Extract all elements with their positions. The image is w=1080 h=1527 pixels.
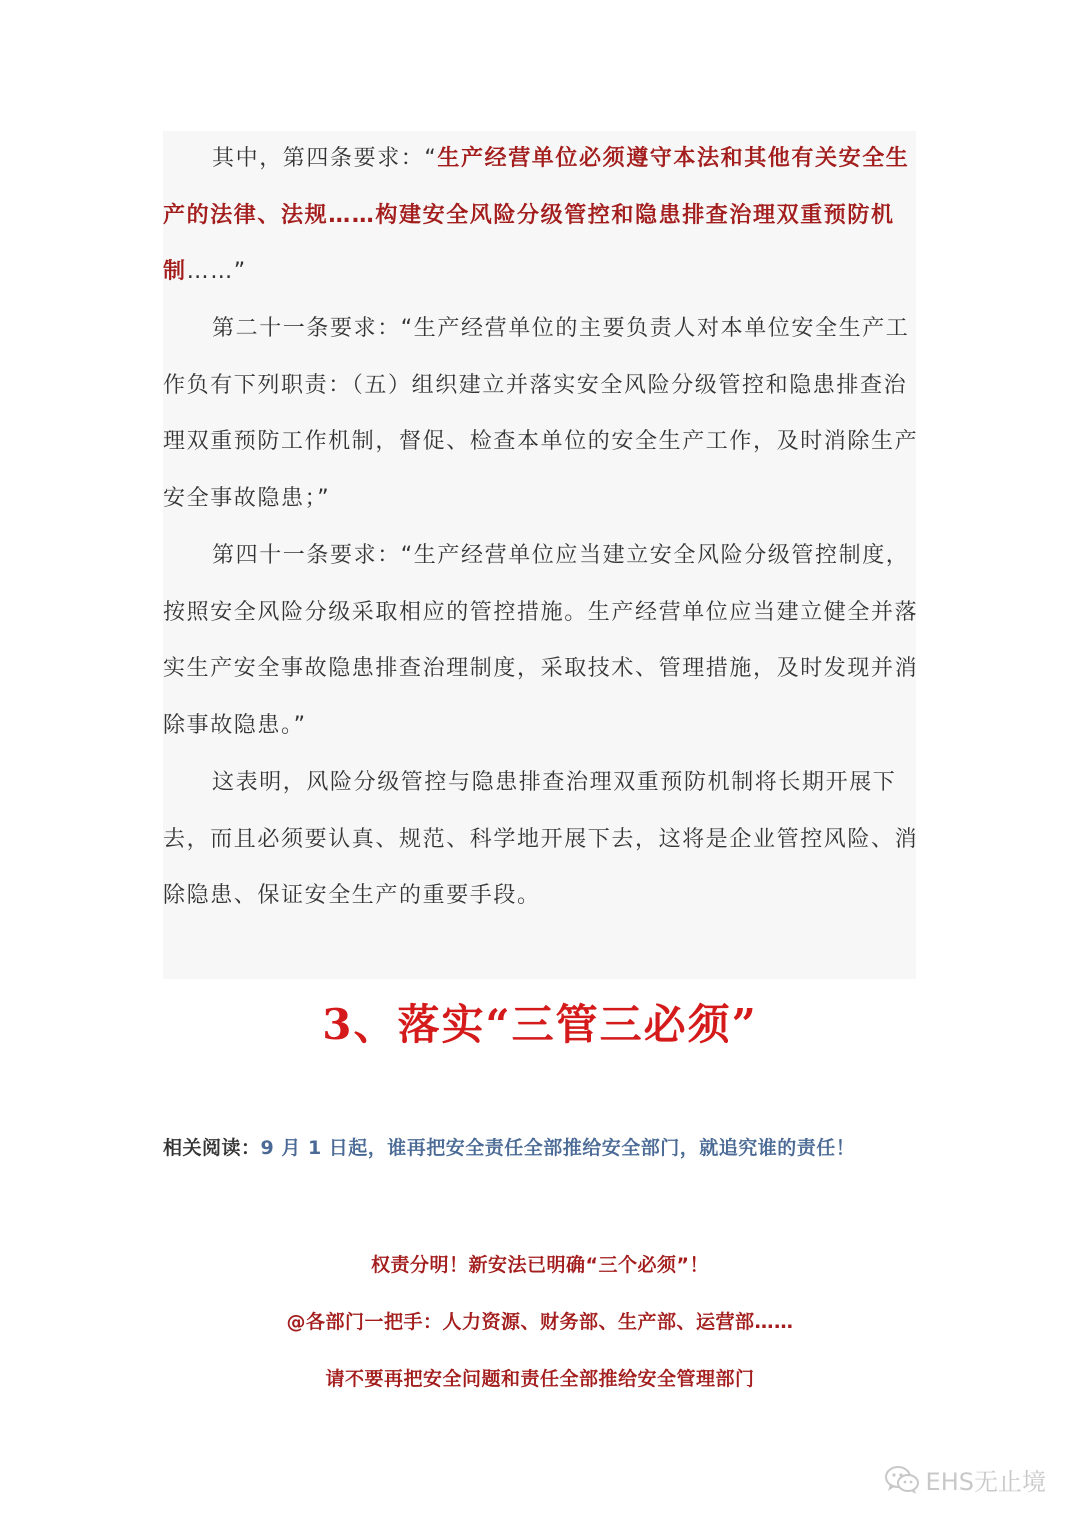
- paragraph-suffix: ……”: [186, 259, 247, 285]
- emphasis-text: 构建安全风险分级管控和隐患排查治理双重预防机制: [163, 202, 895, 285]
- paragraph-conclusion: 这表明，风险分级管控与隐患排查治理双重预防机制将长期开展下去，而且必须要认真、规范、科学地开展下去，这将是企业管控风险、消除隐患、保证安全生产的重要手段。: [163, 770, 919, 909]
- related-reading-label: 相关阅读：: [163, 1137, 261, 1159]
- ellipsis-text: ……: [328, 202, 376, 228]
- promo-line: @各部门一把手：人力资源、财务部、生产部、运营部……: [286, 1311, 794, 1333]
- paragraph-article-41: 第四十一条要求：“生产经营单位应当建立安全风险分级管控制度，按照安全风险分级采取相应的管控措施。生产经营单位应当建立健全并落实生产安全事故隐患排查治理制度，采取技术、管理措施，及时发现并消除事故隐患。”: [163, 543, 919, 739]
- promo-line: 权责分明！新安法已明确“三个必须”！: [371, 1254, 709, 1276]
- paragraph-article-21: 第二十一条要求：“生产经营单位的主要负责人对本单位安全生产工作负有下列职责：（五）组织建立并落实安全风险分级管控和隐患排查治理双重预防工作机制，督促、检查本单位的安全生产工作，及时消除生产安全事故隐患；”: [163, 316, 919, 512]
- related-reading-link[interactable]: 9 月 1 日起，谁再把安全责任全部推给安全部门，就追究谁的责任！: [260, 1137, 856, 1159]
- emphasis-text: 生产经营单位必须遵守本法和其他有关安全生产的法律、法规: [163, 146, 910, 228]
- paragraph-article-4: [163, 131, 923, 301]
- watermark-text: EHS无止境: [925, 1468, 1046, 1496]
- paragraph-prefix: 其中，第四条要求：“: [212, 146, 438, 171]
- watermark: [884, 1462, 1046, 1497]
- related-reading: [163, 1133, 943, 1160]
- wechat-icon: [884, 1465, 920, 1495]
- promo-line: 请不要再把安全问题和责任全部推给安全管理部门: [325, 1368, 755, 1390]
- section-heading: 3、落实“三管三必须”: [322, 1000, 758, 1049]
